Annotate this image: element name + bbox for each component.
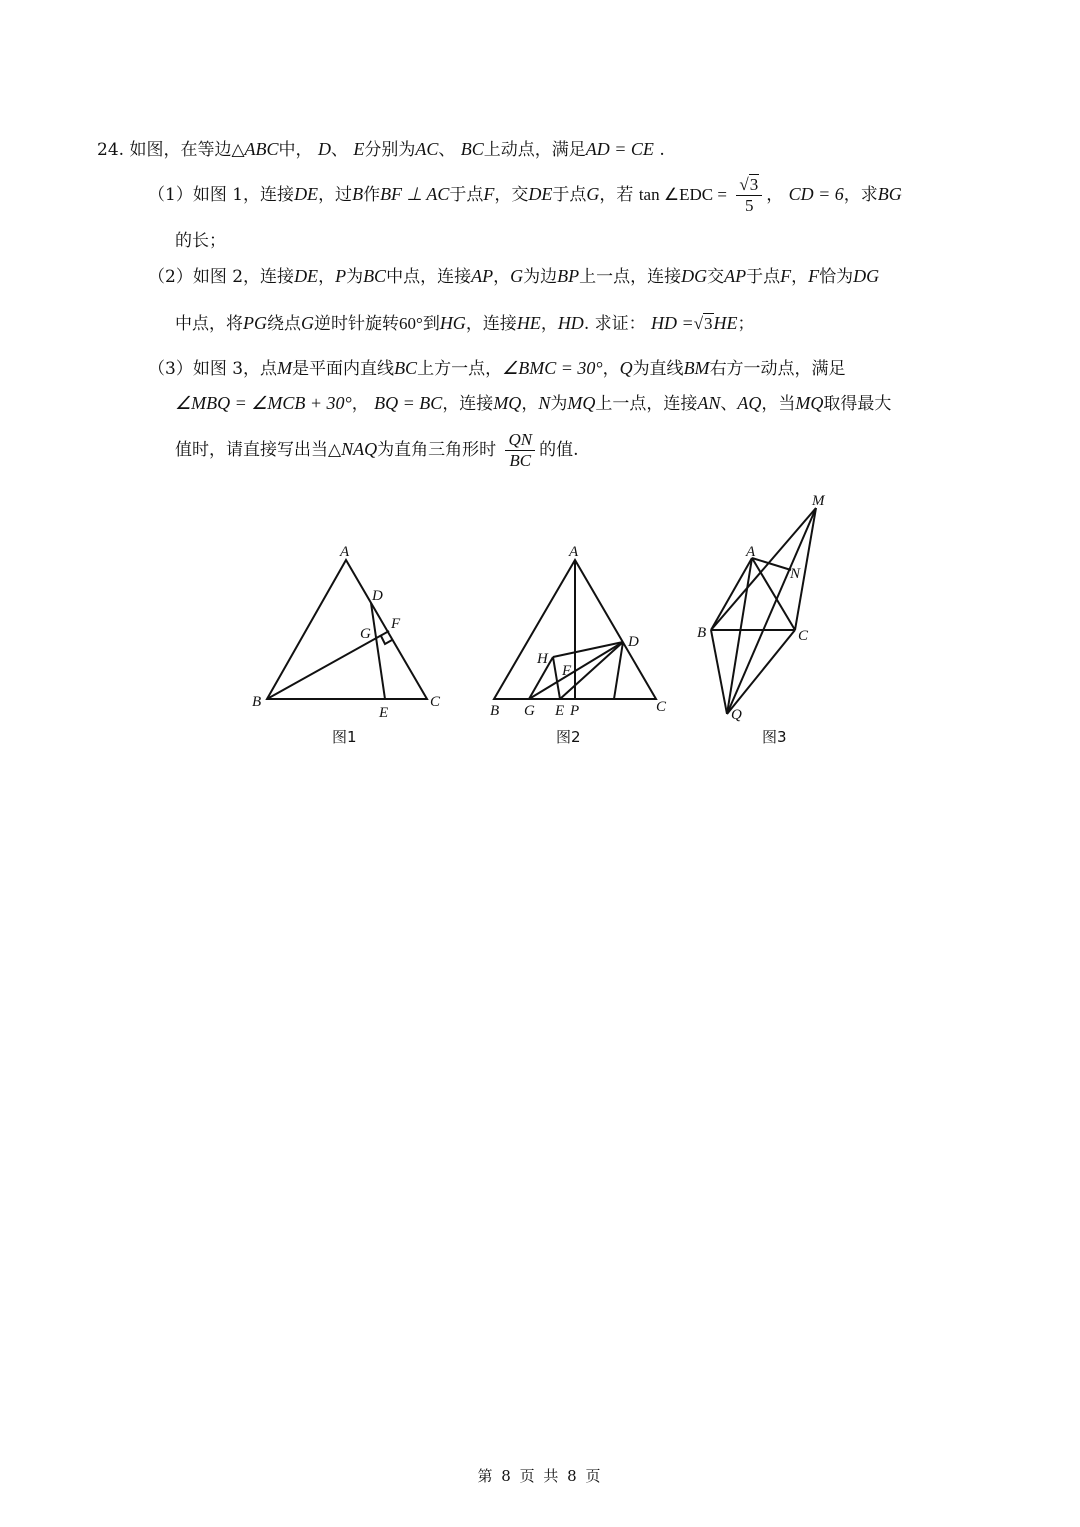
fig2-label-f: F: [562, 663, 572, 679]
figure-2: [494, 560, 656, 699]
fig2-label-h: H: [537, 651, 548, 667]
fig1-label-e: E: [379, 705, 389, 721]
question-stem: 24. 如图，在等边△ABC中， D、 E分别为AC、 BC上动点，满足AD = CE .: [97, 139, 665, 160]
fig3-label-m: M: [812, 493, 825, 509]
figure-1: [267, 560, 427, 699]
fig3-segment-cq: [727, 630, 795, 714]
fig2-segment-dc-drop: [614, 642, 623, 699]
fig3-label-q: Q: [731, 707, 742, 723]
page-footer: 第 8 页 共 8 页: [477, 1467, 603, 1485]
fig1-label-c: C: [430, 694, 441, 710]
part2-line1: （2）如图 2，连接DE，P为BC中点，连接AP，G为边BP上一点，连接DG交AP于点F，F恰为DG: [148, 266, 880, 287]
part3-line1: （3）如图 3，点M是平面内直线BC上方一点，∠BMC = 30°，Q为直线BM右方一动点，满足: [148, 358, 846, 379]
part2-line2: 中点，将PG绕点G逆时针旋转60°到HG，连接HE，HD. 求证： HD =√3HE；: [175, 313, 755, 334]
fig1-triangle-abc: [267, 560, 427, 699]
fig3-label-n: N: [790, 566, 801, 582]
fig2-label-a: A: [569, 544, 579, 560]
fig1-label-d: D: [372, 588, 383, 604]
part1-line2: 的长；: [175, 231, 226, 251]
fig2-label-e: E: [555, 703, 565, 719]
fig1-label-b: B: [252, 694, 262, 710]
fig3-label-a: A: [746, 544, 756, 560]
fig3-label-c: C: [798, 628, 809, 644]
fig2-label-g: G: [524, 703, 535, 719]
fig1-label-g: G: [360, 626, 371, 642]
part1-label: （1）: [148, 185, 193, 205]
fig2-label-c: C: [656, 699, 667, 715]
fig1-label-f: F: [391, 616, 401, 632]
fig2-caption: 图2: [556, 728, 581, 746]
figure-3: [711, 508, 816, 714]
fig2-label-b: B: [490, 703, 500, 719]
fig2-label-p: P: [570, 703, 580, 719]
tan-fraction: $\frac{√3}{5}$: [736, 175, 762, 216]
part3-line2: ∠MBQ = ∠MCB + 30°， BQ = BC，连接MQ，N为MQ上一点，连接AN、AQ，当MQ取得最大: [175, 393, 892, 414]
fig3-segment-mq: [727, 508, 816, 714]
fig3-segment-bq: [711, 630, 727, 714]
part2-label: （2）: [148, 267, 193, 287]
part3-label: （3）: [148, 359, 193, 379]
fig3-label-b: B: [697, 625, 707, 641]
qn-bc-fraction: $\frac{QN}{BC}$: [505, 430, 535, 471]
question-number: 24.: [97, 140, 125, 160]
part1-line1: （1）如图 1，连接DE，过B作BF ⊥ AC于点F，交DE于点G，若 tan ∠EDC = $\frac{√3}{5}$ ， CD = 6，求BG: [148, 175, 902, 215]
fig2-segment-he: [553, 657, 560, 699]
figures-svg: [0, 480, 1080, 780]
fig3-caption: 图3: [762, 728, 787, 746]
fig1-caption: 图1: [332, 728, 357, 746]
part3-line3: 值时，请直接写出当△NAQ为直角三角形时 $\frac{QN}{BC}$ 的值.: [175, 430, 579, 470]
fig2-label-d: D: [628, 634, 639, 650]
fig1-label-a: A: [340, 544, 350, 560]
fig3-segment-bm: [711, 508, 816, 630]
fig1-segment-de: [371, 603, 385, 699]
